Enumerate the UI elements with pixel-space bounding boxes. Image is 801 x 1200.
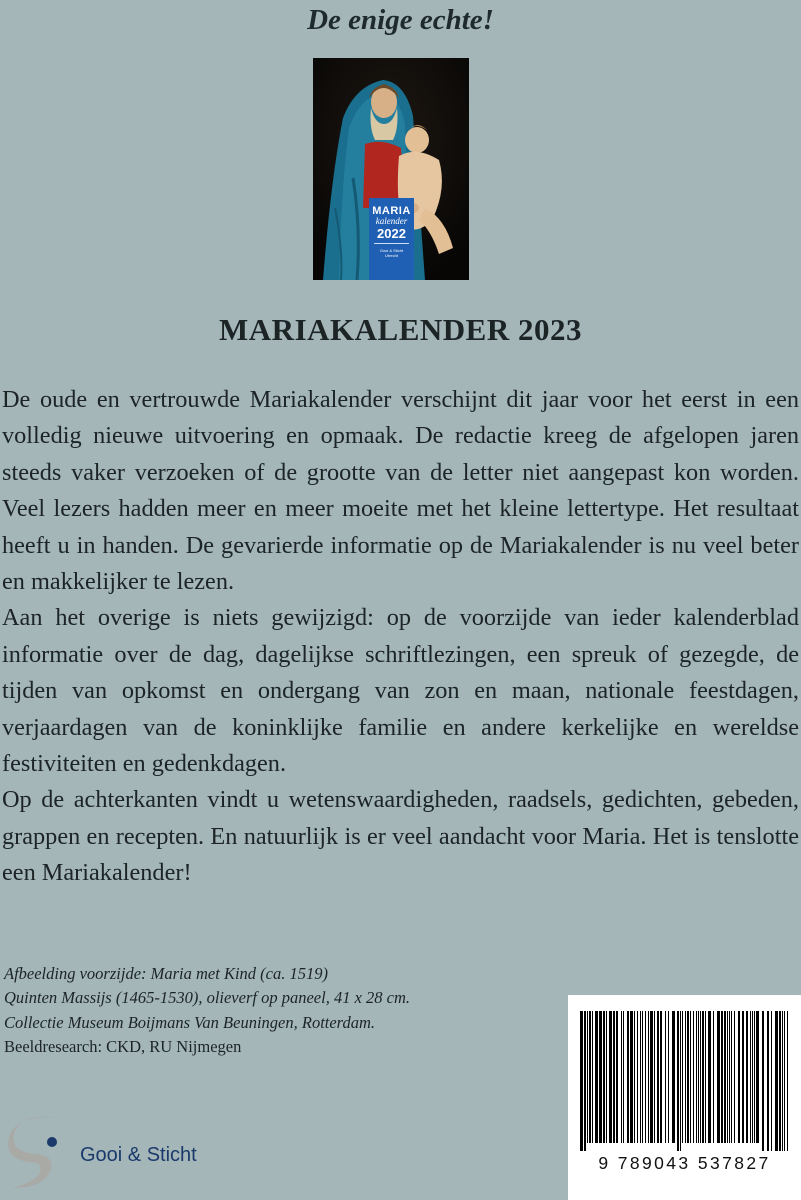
barcode-bar [696, 1011, 697, 1143]
publisher-name: Gooi & Sticht [80, 1144, 197, 1166]
tagline: De enige echte! [307, 4, 494, 36]
credit-line: Collectie Museum Boijmans Van Beuningen, Rotterdam. [4, 1012, 376, 1032]
barcode-bar [640, 1011, 641, 1143]
barcode-bar [713, 1011, 714, 1143]
barcode-bar [587, 1011, 588, 1143]
isbn-number: 9 789043 537827 [598, 1153, 771, 1173]
paragraph: Op de achterkanten vindt u wetenswaardigheden, raadsels, gedichten, gebeden, grappen en recepten. En natuurlijk is er veel aandacht voor Maria. Het is tenslotte een Mariakalender! [2, 786, 799, 887]
barcode-bar [654, 1011, 655, 1143]
barcode-bar [762, 1011, 764, 1151]
barcode-bar [630, 1011, 633, 1143]
barcode-bar [657, 1011, 659, 1143]
barcode-bar [650, 1011, 653, 1143]
barcode-bar [613, 1011, 615, 1143]
barcode-bar [685, 1011, 686, 1143]
barcode-bar [584, 1011, 586, 1151]
description-text [2, 382, 799, 892]
barcode-bar [616, 1011, 618, 1143]
barcode-bar [721, 1011, 723, 1143]
barcode-bar [665, 1011, 666, 1143]
barcode-bar [687, 1011, 689, 1143]
barcode-bar [648, 1011, 649, 1143]
barcode-bar [775, 1011, 778, 1151]
paragraph: Aan het overige is niets gewijzigd: op de voorzijde van ieder kalenderblad informatie over de dag, dagelijkse schriftlezingen, een spreuk of gezegde, de tijden van opkomst en ondergang van zon en maan, nationale feestdagen, verjaardagen van de koninklijke familie en andere kerkelijke en wereldse festiviteiten en gedenkdagen. [2, 604, 799, 778]
barcode-bar [708, 1011, 711, 1143]
barcode-bar [599, 1011, 602, 1143]
barcode-bar [606, 1011, 607, 1143]
credit-line: Beeldresearch: CKD, RU Nijmegen [4, 1037, 242, 1057]
barcode-bar [595, 1011, 598, 1143]
cover-label-year: 2022 [377, 226, 406, 241]
barcode-bar [702, 1011, 704, 1143]
page-title: MARIAKALENDER 2023 [219, 312, 582, 347]
barcode-bar [754, 1011, 755, 1143]
barcode-bar [634, 1011, 635, 1143]
cover-label-subtitle: kalender [375, 216, 408, 226]
barcode-bar [731, 1011, 732, 1143]
barcode-bar [682, 1011, 683, 1143]
cover-label-divider [374, 243, 409, 244]
cover-label-title: MARIA [372, 205, 411, 217]
barcode-bar [779, 1011, 781, 1151]
barcode-bar [693, 1011, 694, 1143]
barcode-bar [592, 1011, 593, 1143]
barcode-bar [705, 1011, 706, 1143]
barcode-bars [578, 1011, 791, 1151]
cover-label-publisher: Gooi & Sticht [379, 248, 404, 253]
image-credits [4, 962, 564, 1060]
barcode-bar [680, 1011, 681, 1151]
barcode-bar [729, 1011, 730, 1143]
barcode-bar [580, 1011, 583, 1151]
barcode-bar [698, 1011, 699, 1143]
barcode-bar [724, 1011, 726, 1143]
barcode-bar [756, 1011, 759, 1143]
barcode-bar [752, 1011, 753, 1143]
barcode-bar [734, 1011, 735, 1143]
publisher-logo [6, 1112, 246, 1192]
barcode-bar [717, 1011, 720, 1143]
barcode-bar [627, 1011, 629, 1143]
barcode-bar [637, 1011, 638, 1143]
barcode-bar [660, 1011, 662, 1143]
barcode-bar [642, 1011, 643, 1143]
barcode-bar [677, 1011, 679, 1151]
barcode-bar [742, 1011, 744, 1143]
barcode-bar [750, 1011, 751, 1143]
barcode-bar [668, 1011, 669, 1143]
cover-label [369, 198, 414, 280]
barcode-bar [690, 1011, 691, 1143]
barcode-bar [645, 1011, 646, 1143]
barcode-bar [589, 1011, 591, 1143]
barcode [568, 995, 801, 1200]
barcode-bar [623, 1011, 624, 1143]
barcode-bar [784, 1011, 785, 1151]
credit-line: Afbeelding voorzijde: Maria met Kind (ca. 1519) [4, 964, 328, 983]
barcode-bar [787, 1011, 788, 1151]
barcode-bar [700, 1011, 701, 1143]
barcode-bar [672, 1011, 675, 1143]
cover-image [313, 58, 469, 280]
barcode-bar [767, 1011, 769, 1151]
barcode-bar [727, 1011, 728, 1143]
paragraph: De oude en vertrouwde Mariakalender verschijnt dit jaar voor het eerst in een volledig nieuwe uitvoering en opmaak. De redactie kreeg de afgelopen jaren steeds vaker verzoeken of de grootte van de letter niet aangepast kon worden. Veel lezers hadden meer en meer moeite met het kleine lettertype. Het resultaat heeft u in handen. De gevarierde informatie op de Mariakalender is nu veel beter en makkelijker te lezen. [2, 386, 799, 596]
credit-line: Quinten Massijs (1465-1530), olieverf op paneel, 41 x 28 cm. [4, 988, 411, 1008]
barcode-bar [782, 1011, 783, 1151]
barcode-bar [621, 1011, 622, 1143]
barcode-bar [609, 1011, 612, 1143]
publisher-swirl-icon [6, 1112, 76, 1192]
barcode-bar [603, 1011, 605, 1143]
barcode-bar [746, 1011, 748, 1143]
barcode-bar [738, 1011, 740, 1143]
cover-label-place: Utrecht [385, 253, 398, 258]
barcode-bar [771, 1011, 772, 1151]
